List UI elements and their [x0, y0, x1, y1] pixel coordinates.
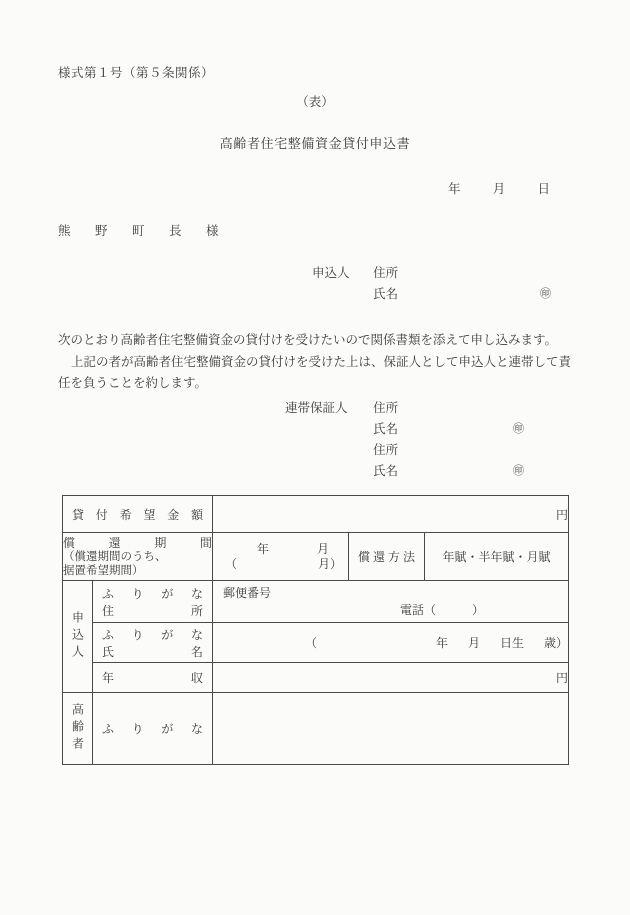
seal-icon: ㊞ [513, 423, 524, 435]
loan-amount-label-cell [63, 496, 213, 533]
applicant-name-input-cell[interactable] [213, 623, 569, 663]
guarantor-address-row-1 [285, 398, 413, 419]
phone-label: 電話（ ） [400, 603, 485, 617]
date-line [0, 179, 630, 197]
repayment-period-label-line1: 償 還 期 間 [63, 535, 212, 550]
birth-paren-open: （ [305, 636, 318, 650]
page-title: 高齢者住宅整備資金貸付申込書 [219, 136, 411, 151]
repayment-period-line2: （ 月） [225, 556, 343, 571]
applicant-name-label: 氏名 [373, 287, 399, 301]
applicant-income-label-cell [93, 663, 213, 693]
form-code-label: 様式第１号（第５条関係） [58, 66, 215, 80]
birth-month: 月 [467, 636, 480, 650]
guarantor-name-row-2 [285, 461, 524, 482]
guarantor-name-row-1 [285, 419, 524, 440]
elder-input-cell[interactable] [213, 693, 569, 765]
repayment-period-label-cell [63, 533, 213, 581]
applicant-name-label: 氏 名 [102, 644, 203, 659]
date-year-label: 年 [448, 182, 461, 196]
guarantor-name-label-1: 氏名 [373, 422, 399, 436]
guarantor-address-label-1: 住所 [373, 401, 399, 415]
repayment-period-input-cell[interactable] [213, 533, 349, 581]
applicant-age: 歳） [544, 636, 569, 650]
repayment-method-options: 年賦・半年賦・月賦 [442, 550, 551, 564]
table-row-loan-amount [63, 496, 569, 533]
repayment-method-label: 償 還 方 法 [358, 550, 415, 564]
applicant-address-row [312, 263, 413, 284]
guarantor-name-label-2: 氏名 [373, 464, 399, 478]
applicant-signature-block [312, 263, 551, 305]
loan-amount-label: 貸 付 希 望 金 額 [72, 507, 203, 522]
applicant-vertical-label: 申込人 [70, 611, 85, 662]
page-side-marker: （表） [296, 95, 334, 109]
addressee-line: 熊 野 町 長 様 [58, 224, 225, 238]
seal-icon: ㊞ [540, 288, 551, 300]
statement-paragraph-2: 上記の者が高齢者住宅整備資金の貸付けを受けた上は、保証人として申込人と連帯して責任を負うことを約します。 [58, 355, 572, 390]
table-row-elder [63, 693, 569, 765]
repayment-period-label-line2: （償還期間のうち、 [63, 550, 167, 563]
statement-paragraph-1: 次のとおり高齢者住宅整備資金の貸付けを受けたいので関係書類を添えて申し込みます。 [58, 333, 558, 347]
postal-code-label: 郵便番号 [223, 586, 272, 600]
application-table [62, 495, 569, 765]
repayment-method-options-cell[interactable] [425, 533, 569, 581]
date-month-label: 月 [492, 182, 506, 196]
elder-vertical-label: 高齢者 [70, 703, 85, 754]
applicant-name-row [312, 284, 551, 305]
applicant-name-label-cell [93, 623, 213, 663]
repayment-period-line1: 年 月 [257, 541, 330, 556]
table-row-applicant-address [63, 581, 569, 623]
income-unit: 円 [556, 671, 569, 685]
guarantor-signature-block [285, 398, 524, 482]
elder-furigana-label-cell [93, 693, 213, 765]
applicant-role-label: 申込人 [312, 266, 350, 280]
applicant-income-label: 年 収 [102, 671, 203, 685]
birth-year: 年 [435, 636, 448, 650]
guarantor-role-label: 連帯保証人 [285, 401, 348, 415]
applicant-vertical-label-cell [63, 581, 93, 693]
loan-amount-input-cell[interactable] [213, 496, 569, 533]
applicant-income-input-cell[interactable] [213, 663, 569, 693]
date-day-label: 日 [537, 182, 551, 196]
repayment-method-label-cell [349, 533, 425, 581]
applicant-address-furigana: ふ り が な [102, 586, 203, 601]
applicant-address-label: 住所 [373, 266, 399, 280]
table-row-repayment [63, 533, 569, 581]
guarantor-address-label-2: 住所 [373, 443, 399, 457]
seal-icon: ㊞ [513, 465, 524, 477]
table-row-applicant-income [63, 663, 569, 693]
elder-furigana-label: ふ り が な [102, 722, 203, 736]
repayment-period-label-line3: 据置希望期間） [63, 564, 144, 577]
birth-day: 日生 [500, 636, 525, 650]
loan-amount-unit: 円 [556, 507, 569, 522]
applicant-name-furigana: ふ り が な [102, 627, 203, 642]
table-row-applicant-name [63, 623, 569, 663]
applicant-address-label-cell [93, 581, 213, 623]
guarantor-address-row-2 [285, 440, 413, 461]
applicant-address-input-cell[interactable] [213, 581, 569, 623]
applicant-address-label: 住 所 [102, 603, 203, 618]
elder-vertical-label-cell [63, 693, 93, 765]
